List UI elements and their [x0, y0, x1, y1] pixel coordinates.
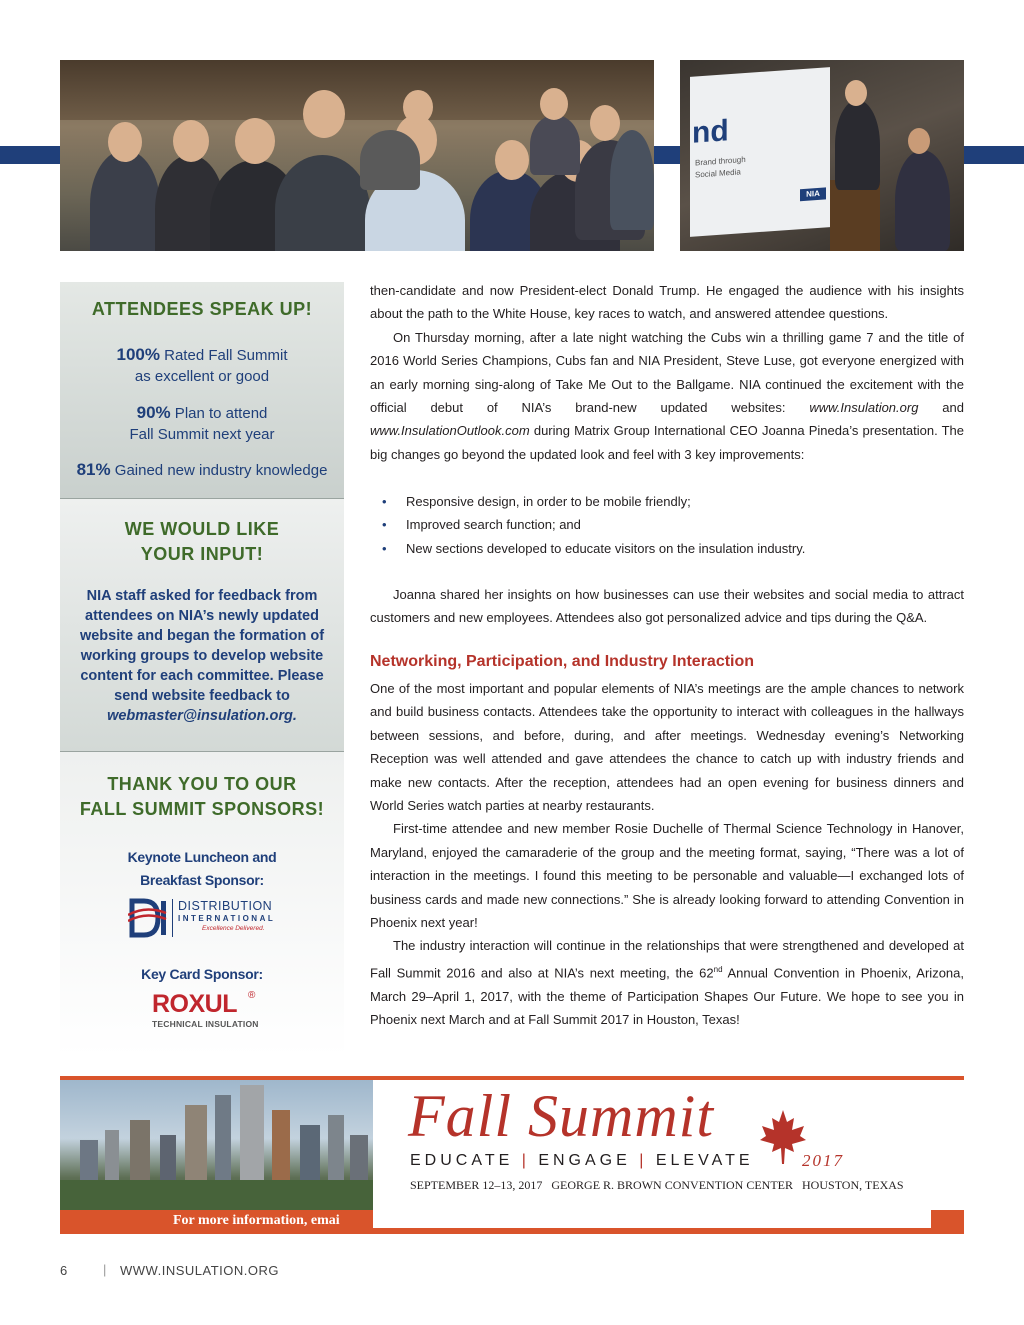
sidebar: [60, 282, 344, 1057]
distribution-international-logo: DISTRIBUTION INTERNATIONAL Excellence Delivered.: [128, 897, 278, 939]
roxul-logo: ROXUL ® TECHNICAL INSULATION: [152, 990, 259, 1029]
article-paragraph-6: The industry interaction will continue in the relationships that were strengthened and developed at Fall Summit 2016 and also at NIA’s next meeting, the 62nd Annual Convention in Phoenix, Arizona, March 29–April 1, 2017, with the theme of Participation Shapes Our Future. We hope to see you in Phoenix next March and at Fall Summit 2017 in Houston, Texas!: [370, 938, 964, 1028]
webmaster-email-link[interactable]: webmaster@insulation.org.: [107, 708, 297, 724]
article-top: [370, 279, 964, 466]
fall-summit-banner[interactable]: [60, 1076, 964, 1234]
fall-summit-title: Fall Summit: [408, 1083, 714, 1149]
header-band-right: [964, 146, 1024, 164]
stat-knowledge: 81% Gained new industry knowledge: [76, 460, 328, 479]
input-body: NIA staff asked for feedback from attendees on NIA’s newly updated website and began the formation of working groups to develop website content for each committee. Please send website feedback to webmaster@insulation.org.: [79, 588, 325, 724]
stat-attend-next: 90% Plan to attend Fall Summit next year: [129, 403, 275, 443]
summit-tagline: EDUCATE | ENGAGE | ELEVATE: [410, 1152, 754, 1169]
insulation-outlook-link[interactable]: www.InsulationOutlook.com: [370, 423, 530, 439]
projection-slide: nd Brand through Social Media NIA: [690, 67, 830, 237]
article-paragraph-2: On Thursday morning, after a late night watching the Cubs win a thrilling game 7 and the title of 2016 World Series Champions, Cubs fan and NIA President, Steve Luse, got everyone energized with an early morning sing-along of Take Me Out to the Ballgame. NIA continued the excitement with the official debut of NIA’s brand-new updated websites: www.Insulation.org and www.InsulationOutlook.com during Matrix Group International CEO Joanna Pineda’s presentation. The big changes go beyond the updated look and feel with 3 key improvements:: [370, 329, 964, 462]
houston-skyline-image: [60, 1080, 373, 1210]
speak-up-heading: ATTENDEES SPEAK UP!: [91, 299, 313, 319]
your-input-box: [60, 499, 344, 752]
article-middle: [370, 583, 964, 630]
list-item: • New sections developed to educate visitors on the insulation industry.: [382, 537, 942, 560]
sponsors-heading: THANK YOU TO OUR FALL SUMMIT SPONSORS!: [79, 774, 325, 819]
list-item: • Responsive design, in order to be mobile friendly;: [382, 490, 942, 513]
article-paragraph-5: First-time attendee and new member Rosie Duchelle of Thermal Science Technology in Hanover, Maryland, enjoyed the camaraderie of the group and the meeting format, saying, “There was a lot of interaction in the meetings. I found this meeting to be personable and valuable—I exchanged lots of business cards and made new connections.” She is already looking forward to attending Convention in Phoenix next year!: [370, 821, 964, 931]
more-info-text: For more information, emai: [173, 1213, 340, 1228]
header-band-left: [0, 146, 60, 164]
insulation-org-link[interactable]: www.Insulation.org: [809, 400, 919, 416]
header-band-middle: [654, 146, 680, 164]
summit-details: SEPTEMBER 12–13, 2017 GEORGE R. BROWN CONVENTION CENTER HOUSTON, TEXAS: [410, 1178, 904, 1192]
nia-logo-slide: NIA: [800, 187, 826, 201]
attendees-speak-up-box: [60, 282, 344, 499]
article-paragraph-3: Joanna shared her insights on how businesses can use their websites and social media to attract customers and new employees. Attendees also got personalized advice and tips during the Q&A.: [370, 587, 964, 626]
sponsors-box: [60, 752, 344, 1057]
attendees-group-photo: [60, 60, 654, 251]
podium: [830, 180, 880, 251]
summit-year: 2017: [802, 1151, 844, 1170]
stat-excellent: 100% Rated Fall Summit as excellent or good: [116, 345, 288, 385]
article-paragraph-1: then-candidate and now President-elect Donald Trump. He engaged the audience with his insights about the path to the White House, key races to watch, and answered attendee questions.: [370, 283, 964, 322]
footer-website[interactable]: WWW.INSULATION.ORG: [120, 1263, 279, 1278]
maple-leaf-icon: [758, 1108, 808, 1166]
footer-divider: |: [103, 1262, 107, 1277]
keynote-sponsor-label: Keynote Luncheon and Breakfast Sponsor:: [127, 849, 277, 888]
improvements-list: [382, 490, 942, 560]
keycard-sponsor-label: Key Card Sponsor:: [141, 966, 263, 982]
networking-subheading: Networking, Participation, and Industry Interaction: [370, 653, 755, 670]
input-heading: WE WOULD LIKE YOUR INPUT!: [124, 519, 280, 564]
article-bottom: [370, 677, 964, 1031]
speaker-presentation-photo: [680, 60, 964, 251]
article-paragraph-4: One of the most important and popular elements of NIA’s meetings are the ample chances to network and build business contacts. Attendees take the opportunity to interact with colleagues in the hallways between sessions, and before, during, and after meetings. Wednesday evening’s Networking Reception was well attended and gave attendees the chance to catch up with industry friends and make new contacts. After the reception, attendees had an open evening for business dinners and World Series watch parties at nearby restaurants.: [370, 681, 964, 814]
list-item: • Improved search function; and: [382, 513, 942, 536]
page-number: 6: [60, 1263, 68, 1278]
di-mark-icon: [128, 897, 168, 939]
